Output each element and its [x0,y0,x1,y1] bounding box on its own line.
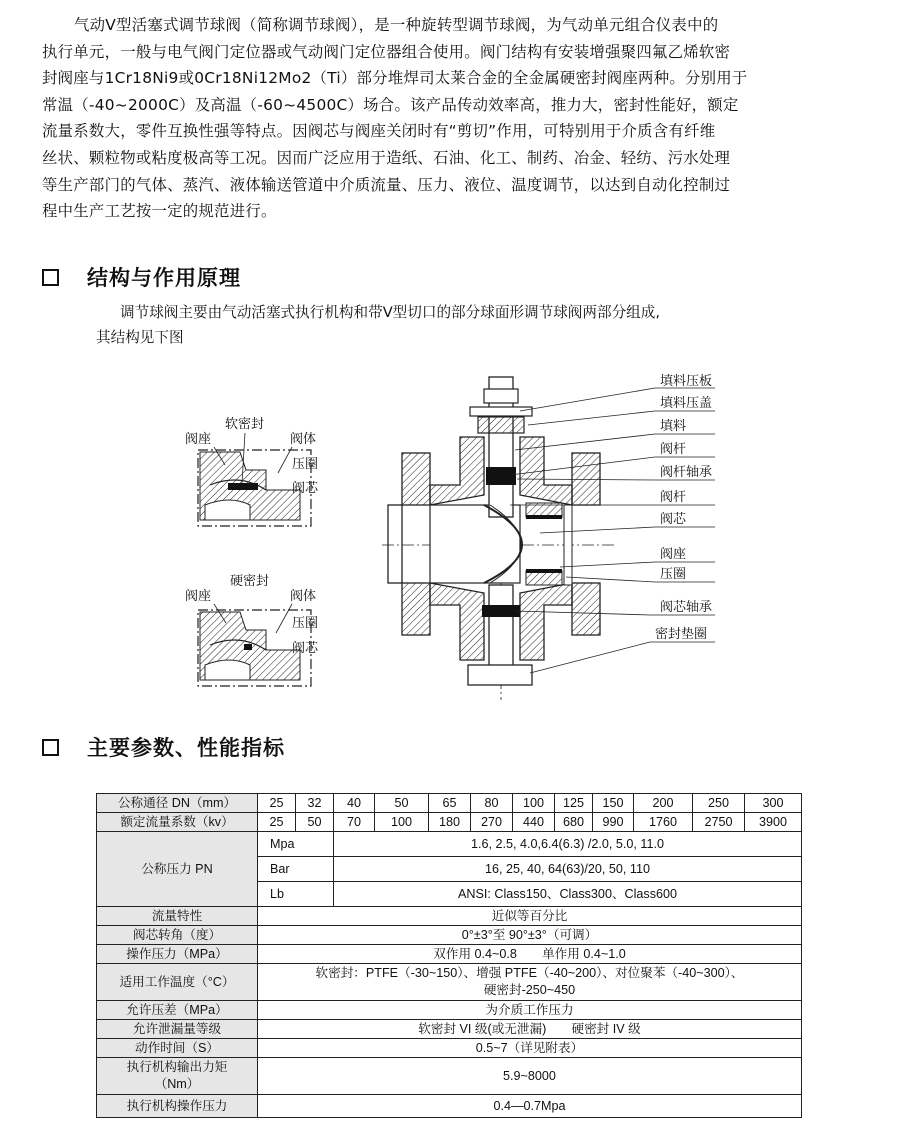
row-label [97,1058,258,1095]
row-value-line: 软密封：PTFE（-30~150）、增强 PTFE（-40~200）、对位聚苯（-40~300）、 [315,966,744,980]
row-value: 双作用 0.4~0.8 单作用 0.4~1.0 [258,945,802,964]
dn-cell: 250 [693,794,745,813]
pn-label: 公称压力 PN [97,832,258,907]
hard-seal-body-label: 阀体 [290,589,317,604]
callout-stem-bearing: 阀杆轴承 [660,465,713,480]
dn-cell: 50 [375,794,429,813]
dn-cell: 40 [334,794,375,813]
kv-cell: 990 [593,813,634,832]
row-label: 允许压差（MPa） [97,1001,258,1020]
table-row [97,1039,802,1058]
table-row [97,1058,802,1095]
table-row [97,926,802,945]
pn-value: ANSI: Class150、Class300、Class600 [334,882,802,907]
section-title: 主要参数、性能指标 [87,736,285,760]
dn-cell: 300 [745,794,802,813]
row-label: 适用工作温度（°C） [97,964,258,1001]
row-value: 0.5~7（详见附表） [258,1039,802,1058]
table-row-dn [97,794,802,813]
table-row [97,1001,802,1020]
structure-paragraph [96,300,856,350]
kv-cell: 680 [555,813,593,832]
dn-cell: 100 [513,794,555,813]
dn-cell: 32 [296,794,334,813]
row-label: 动作时间（S） [97,1039,258,1058]
kv-cell: 70 [334,813,375,832]
soft-seal-detail [185,417,319,526]
paragraph-line: 调节球阀主要由气动活塞式执行机构和带V型切口的部分球面形调节球阀两部分组成, [120,304,661,321]
table-row-kv [97,813,802,832]
row-value: 5.9~8000 [258,1058,802,1095]
section-heading-structure [42,262,241,292]
intro-line: 流量系数大，零件互换性强等特点。因阀芯与阀座关闭时有“剪切”作用，可特别用于介质含有纤维 [42,122,716,141]
pn-unit: Lb [258,882,334,907]
row-label-line: 执行机构输出力矩 [126,1060,228,1074]
hard-seal-seat-label: 阀座 [185,589,212,604]
callout-packing-gland: 填料压盖 [660,396,713,411]
dn-label: 公称通径 DN（mm） [97,794,258,813]
dn-cell: 65 [429,794,471,813]
dn-cell: 125 [555,794,593,813]
pn-value: 16, 25, 40, 64(63)/20, 50, 110 [334,857,802,882]
pn-unit: Mpa [258,832,334,857]
kv-cell: 1760 [634,813,693,832]
kv-cell: 270 [471,813,513,832]
row-label-line: （Nm） [154,1077,200,1091]
callout-labels [655,373,712,642]
pn-value: 1.6, 2.5, 4.0,6.4(6.3) /2.0, 5.0, 11.0 [334,832,802,857]
row-value [258,964,802,1001]
row-value: 0°±3°至 90°±3°（可调） [258,926,802,945]
row-value: 软密封 VI 级(或无泄漏) 硬密封 IV 级 [258,1020,802,1039]
callout-seat: 阀座 [660,547,687,562]
hard-seal-core-label: 阀芯 [292,641,319,656]
soft-seal-title: 软密封 [225,417,265,432]
row-label: 操作压力（MPa） [97,945,258,964]
intro-line: 常温（-40~2000C）及高温（-60~4500C）场合。该产品传动效率高，推力大，密封性能好，额定 [42,95,739,114]
dn-cell: 80 [471,794,513,813]
hard-seal-ring-label: 压圈 [292,616,319,631]
kv-cell: 2750 [693,813,745,832]
row-value: 为介质工作压力 [258,1001,802,1020]
callout-stem: 阀杆 [660,442,687,457]
table-row [97,1095,802,1118]
intro-line: 封阀座与1Cr18Ni9或0Cr18Ni12Mo2（Ti）部分堆焊司太莱合金的全金属硬密封阀座两种。分别用于 [42,69,748,88]
hard-seal-detail [185,574,319,686]
row-label: 允许泄漏量等级 [97,1020,258,1039]
table-row [97,1020,802,1039]
row-label: 流量特性 [97,907,258,926]
row-label: 执行机构操作压力 [97,1095,258,1118]
paragraph-line: 其结构见下图 [96,329,184,346]
intro-line: 程中生产工艺按一定的规范进行。 [42,202,277,221]
row-value: 0.4—0.7Mpa [258,1095,802,1118]
square-bullet-icon [42,269,59,286]
table-row [97,964,802,1001]
valve-cross-section-svg [0,355,900,715]
callout-core-bearing: 阀芯轴承 [660,600,713,615]
spec-table [96,793,802,1118]
kv-cell: 440 [513,813,555,832]
dn-cell: 200 [634,794,693,813]
kv-cell: 100 [375,813,429,832]
intro-paragraph [42,12,872,225]
kv-cell: 3900 [745,813,802,832]
row-label: 阀芯转角（度） [97,926,258,945]
kv-cell: 25 [258,813,296,832]
row-value: 近似等百分比 [258,907,802,926]
kv-cell: 50 [296,813,334,832]
intro-line: 气动V型活塞式调节球阀（简称调节球阀），是一种旋转型调节球阀，为气动单元组合仪表中的 [74,16,719,34]
valve-structure-drawing [0,355,900,715]
soft-seal-core-label: 阀芯 [292,481,319,496]
hard-seal-title: 硬密封 [230,574,270,589]
row-value-line: 硬密封-250~450 [483,983,576,997]
table-row-pn-mpa [97,832,802,857]
intro-line: 等生产部门的气体、蒸汽、液体输送管道中介质流量、压力、液位、温度调节，以达到自动化控制过 [42,175,731,194]
kv-label: 额定流量系数（kv） [97,813,258,832]
table-row [97,907,802,926]
pn-unit: Bar [258,857,334,882]
main-valve-section [382,377,615,700]
section-heading-parameters [42,732,285,762]
soft-seal-seat-label: 阀座 [185,432,212,447]
callout-packing-plate: 填料压板 [660,374,713,389]
callout-ball-core: 阀芯 [660,512,687,527]
section-title: 结构与作用原理 [87,266,241,290]
callout-packing: 填料 [660,419,687,434]
callout-stem-2: 阀杆 [660,490,687,505]
dn-cell: 150 [593,794,634,813]
soft-seal-body-label: 阀体 [290,432,317,447]
callout-retaining-ring: 压圈 [660,567,687,582]
intro-line: 执行单元，一般与电气阀门定位器或气动阀门定位器组合使用。阀门结构有安装增强聚四氟乙烯软密 [42,42,731,61]
intro-line: 丝状、颗粒物或粘度极高等工况。因而广泛应用于造纸、石油、化工、制药、冶金、轻纺、污水处理 [42,148,731,167]
table-row [97,945,802,964]
dn-cell: 25 [258,794,296,813]
kv-cell: 180 [429,813,471,832]
soft-seal-ring-label: 压圈 [292,457,319,472]
callout-gasket: 密封垫圈 [655,627,708,642]
square-bullet-icon [42,739,59,756]
